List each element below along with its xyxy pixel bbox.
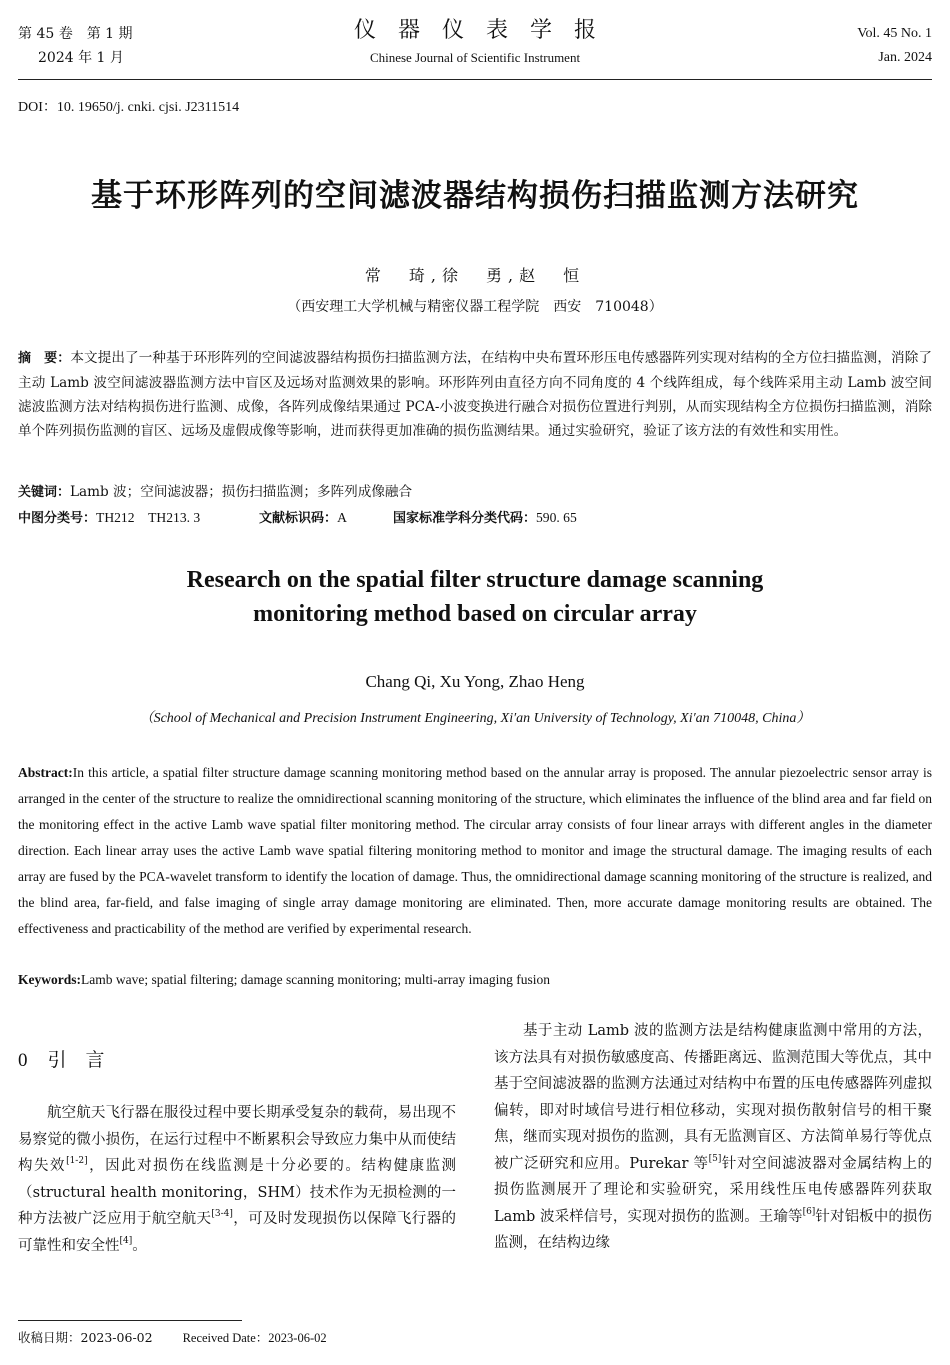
body-column-left xyxy=(18,1100,456,1259)
authors-cn: 常 琦,徐 勇,赵 恒 xyxy=(364,266,586,285)
keywords-en-label: Keywords: xyxy=(18,972,81,987)
abstract-en-text: In this article, a spatial filter structure damage scanning monitoring method based on the annular array is proposed. The annular piezoelectric sensor array is arranged in the center of the structure to realize the omnidirectional scanning monitoring of the structure, which eliminates the influence of the blind area and far field on the monitoring effect in the active Lamb wave spatial filter monitoring method. The circular array consists of four linear arrays with different angles in the diameter direction. Each linear array uses the active Lamb wave spatial filtering monitoring method to monitor and image the structural damage. The imaging results of each array are fused by the PCA-wavelet transform to identify the location of damage. Thus, the omnidirectional damage scanning monitoring of the structure is realized, and the blind area, far-field, and false imaging of single array damage monitoring are eliminated. Then, more accurate damage monitoring results are obtained. The effectiveness and practicability of the method are verified by experimental research. xyxy=(18,765,932,936)
text-run: 针对铝板中的损伤监测，在结构边缘 xyxy=(494,1208,933,1251)
text-run: 基于主动 Lamb 波的监测方法是结构健康监测中常用的方法，该方法具有对损伤敏感度高、传播距离远、监测范围大等优点，其中基于空间滤波器的监测方法通过对结构中布置的压电传感器阵列虚拟偏转，即对时域信号进行相位移动，实现对损伤散射信号的相干聚焦，继而实现对损伤的监测，具有无监测盲区、方法简单易行等优点被广泛研究和应用。Purekar 等 xyxy=(494,1023,932,1172)
clc-label: 中图分类号： xyxy=(18,511,97,526)
header-right xyxy=(857,22,932,70)
paper-title-cn: 基于环形阵列的空间滤波器结构损伤扫描监测方法研究 xyxy=(91,178,859,214)
citation: [3-4] xyxy=(211,1209,233,1219)
doi: DOI：10. 19650/j. cnki. cjsi. J2311514 xyxy=(18,100,240,115)
paper-title-en-line1: Research on the spatial filter structure damage scanning xyxy=(186,567,764,593)
classification xyxy=(18,506,932,531)
date-en: Jan. 2024 xyxy=(878,50,932,65)
abstract-cn xyxy=(18,346,932,443)
journal-title-cn: 仪器仪表学报 xyxy=(353,18,618,43)
keywords-cn xyxy=(18,480,932,505)
paper-title-en xyxy=(0,563,950,631)
citation: [5] xyxy=(708,1153,722,1164)
intro-paragraph-2 xyxy=(494,1018,932,1257)
header-center xyxy=(0,16,950,70)
abstract-en xyxy=(18,760,932,942)
footnote xyxy=(18,1328,327,1346)
header-divider xyxy=(18,79,932,80)
doc-code-value: A xyxy=(337,510,347,525)
volume-issue-cn: 第 45 卷 第 1 期 xyxy=(18,26,133,42)
text-run: 针对空间滤波器对金属结构上的损伤监测展开了理论和实验研究，采用线性压电传感器阵列获取 Lamb 波采样信号，实现对损伤的监测。王瑜等 xyxy=(494,1155,932,1225)
affiliation-cn: （西安理工大学机械与精密仪器工程学院 西安 710048） xyxy=(287,299,663,315)
authors-en: Chang Qi, Xu Yong, Zhao Heng xyxy=(365,672,585,691)
citation: [4] xyxy=(119,1235,133,1246)
std-code-value: 590. 65 xyxy=(535,510,577,525)
received-date-en: Received Date：2023-06-02 xyxy=(182,1331,327,1345)
text-run: 。 xyxy=(132,1237,147,1254)
received-date-cn: 收稿日期：2023-06-02 xyxy=(18,1330,153,1345)
clc-value: TH212 TH213. 3 xyxy=(96,510,201,525)
footnote-divider xyxy=(18,1320,242,1321)
abstract-cn-label: 摘 要： xyxy=(18,351,71,366)
keywords-en xyxy=(18,967,932,993)
std-code-label: 国家标准学科分类代码： xyxy=(392,511,536,526)
keywords-cn-label: 关键词： xyxy=(18,485,71,500)
text-run: ，因此对损伤在线监测是十分必要的。结构健康监测（structural health monitoring，SHM）技术作为无损检测的一种方法被广泛应用于航空航天 xyxy=(18,1158,457,1227)
date-cn: 2024 年 1 月 xyxy=(38,50,124,66)
affiliation-en: （School of Mechanical and Precision Instrument Engineering, Xi′an University of Technology, Xi′an 710048, China） xyxy=(139,711,811,726)
journal-title-en: Chinese Journal of Scientific Instrument xyxy=(369,50,581,65)
body-column-right xyxy=(494,1018,932,1257)
section-number: 0 xyxy=(18,1050,28,1071)
volume-issue-en: Vol. 45 No. 1 xyxy=(857,26,932,41)
abstract-cn-text: 本文提出了一种基于环形阵列的空间滤波器结构损伤扫描监测方法，在结构中央布置环形压电传感器阵列实现对结构的全方位扫描监测，消除了主动 Lamb 波空间滤波器监测方法中盲区及远场对监测效果的影响。环形阵列由直径方向不同角度的 4 个线阵组成，每个线阵采用主动 Lamb 波空间滤波监测方法对结构损伤进行监测、成像，各阵列成像结果通过 PCA-小波变换进行融合对损伤位置进行判别，从而实现结构全方位损伤扫描监测，消除单个阵列损伤监测的盲区、远场及虚假成像等影响，进而获得更加准确的损伤监测结果。通过实验研究，验证了该方法的有效性和实用性。 xyxy=(18,350,932,439)
keywords-en-text: Lamb wave; spatial filtering; damage scanning monitoring; multi-array imaging fusion xyxy=(81,972,551,987)
keywords-cn-text: Lamb 波；空间滤波器；损伤扫描监测；多阵列成像融合 xyxy=(70,484,413,500)
citation: [1-2] xyxy=(66,1156,88,1166)
paper-title-en-line2: monitoring method based on circular array xyxy=(253,601,697,627)
section-heading xyxy=(18,1045,105,1072)
section-title: 引 言 xyxy=(47,1049,105,1071)
intro-paragraph-1 xyxy=(18,1100,456,1259)
citation: [6] xyxy=(802,1206,816,1217)
abstract-en-label: Abstract: xyxy=(18,765,73,780)
doc-code-label: 文献标识码： xyxy=(259,511,338,526)
text-run: ，可及时发现损伤以保障飞行器的可靠性和安全性 xyxy=(18,1211,457,1254)
text-run: 航空航天飞行器在服役过程中要长期承受复杂的载荷，易出现不易察觉的微小损伤，在运行过程中不断累积会导致应力集中从而使结构失效 xyxy=(18,1105,456,1174)
